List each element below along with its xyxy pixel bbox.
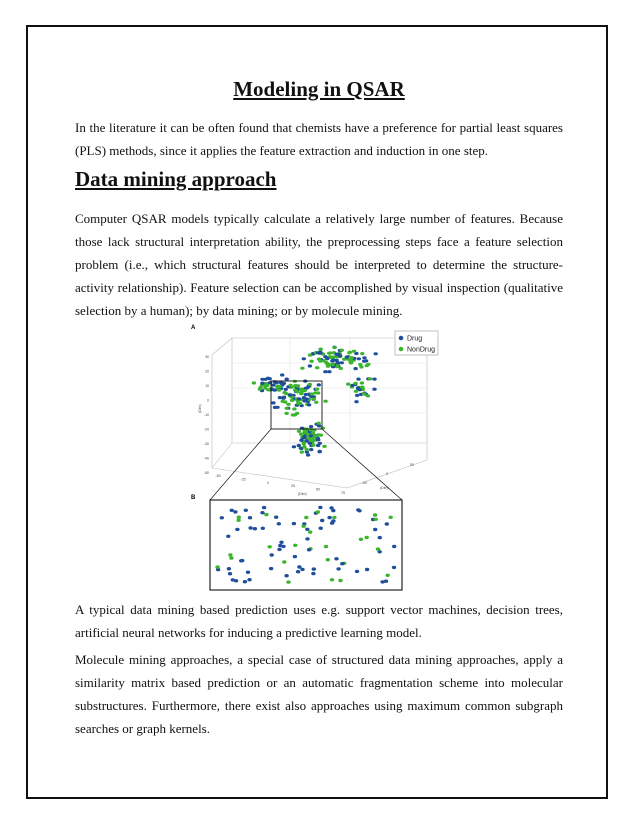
data-point [220, 516, 224, 519]
data-point [253, 527, 257, 530]
data-point [332, 359, 336, 362]
data-point [284, 412, 288, 415]
data-point [309, 425, 313, 428]
data-point [277, 522, 281, 525]
section-heading: Data mining approach [75, 167, 277, 191]
data-point [334, 557, 338, 560]
data-point [306, 433, 310, 436]
data-point [226, 535, 230, 538]
data-point [315, 366, 319, 369]
data-point [362, 356, 366, 359]
data-point [317, 424, 321, 427]
data-point [284, 388, 288, 391]
data-point [297, 430, 301, 433]
data-point [359, 365, 363, 368]
data-point [313, 391, 317, 394]
data-point [285, 407, 289, 410]
data-point [358, 388, 362, 391]
y-tick-labels [204, 355, 209, 475]
data-point [315, 388, 319, 391]
data-point [305, 439, 309, 442]
data-point [365, 536, 369, 539]
data-point [380, 580, 384, 583]
data-point [338, 579, 342, 582]
data-point [308, 530, 312, 533]
data-point [299, 392, 303, 395]
data-point [229, 556, 233, 559]
data-point [227, 567, 231, 570]
data-point [304, 516, 308, 519]
data-point [295, 390, 299, 393]
data-point [284, 574, 288, 577]
data-point [317, 358, 321, 361]
data-point [280, 373, 284, 376]
data-point [352, 350, 356, 353]
data-point [302, 445, 306, 448]
legend-nondrug-marker [399, 347, 404, 352]
data-point [355, 570, 359, 573]
data-point [278, 396, 282, 399]
y-tick: -40 [203, 456, 209, 461]
data-point [279, 541, 283, 544]
z-tick-labels [362, 463, 414, 485]
zoom-connector-left [210, 429, 271, 500]
data-point [273, 406, 277, 409]
data-point [297, 397, 301, 400]
data-point [281, 545, 285, 548]
data-point [307, 548, 311, 551]
intro-paragraph: In the literature it can be often found that chemists have a preference for partial least squares (PLS) methods, since it applies the feature extraction and induction in one step. [75, 120, 563, 158]
z-tick: 0 [386, 472, 388, 476]
data-point [261, 527, 265, 530]
data-point [331, 519, 335, 522]
x-tick: -25 [240, 477, 246, 482]
data-point [374, 518, 378, 521]
data-point [299, 433, 303, 436]
data-point [297, 444, 301, 447]
data-point [234, 579, 238, 582]
data-point [305, 386, 309, 389]
data-point [366, 394, 370, 397]
data-point [311, 572, 315, 575]
data-point [260, 378, 264, 381]
data-point [277, 389, 281, 392]
data-point [282, 396, 286, 399]
data-point [392, 566, 396, 569]
data-point [311, 432, 315, 435]
data-point [300, 451, 304, 454]
data-point [348, 351, 352, 354]
data-point [290, 399, 294, 402]
data-point [230, 509, 234, 512]
data-point [357, 357, 361, 360]
z-tick: 50 [410, 463, 414, 467]
data-point [359, 538, 363, 541]
data-point [262, 506, 266, 509]
data-point [243, 580, 247, 583]
data-point [293, 555, 297, 558]
zoom-panel [210, 500, 402, 590]
data-point [308, 354, 312, 357]
data-point [364, 359, 368, 362]
data-point [296, 384, 300, 387]
data-point [314, 401, 318, 404]
data-point [353, 367, 357, 370]
data-point [305, 528, 309, 531]
data-point [354, 390, 358, 393]
data-point [353, 382, 357, 385]
data-point [288, 393, 292, 396]
data-point [302, 436, 306, 439]
data-point [288, 384, 292, 387]
data-point [372, 388, 376, 391]
data-point [327, 370, 331, 373]
data-point [303, 389, 307, 392]
data-point [360, 381, 364, 384]
data-point [316, 510, 320, 513]
data-point [305, 537, 309, 540]
data-point [292, 445, 296, 448]
data-point [355, 394, 359, 397]
data-point [373, 513, 377, 516]
data-point [365, 364, 369, 367]
z-axis-label: (Dim) [380, 486, 389, 490]
data-mining-paragraph: Computer QSAR models typically calculate a relatively large number of features. Because those lack structural interpretation ability, the preprocessing steps face a feature selection problem (i.e., which structural features should be interpreted to determine the structure-activity relationship). Feature selection can be accomplished by visual inspection (qualitative selection by a human); by data mining; or by molecule mining. [75, 211, 563, 318]
data-point [318, 351, 322, 354]
panel-b-label: B [191, 495, 196, 501]
data-point [329, 506, 333, 509]
data-point [286, 580, 290, 583]
data-point [323, 370, 327, 373]
legend-nondrug-label: NonDrug [407, 346, 436, 354]
data-point [252, 381, 256, 384]
data-point [270, 553, 274, 556]
data-point [271, 384, 275, 387]
data-point [326, 365, 330, 368]
panel-a-label: A [191, 325, 196, 331]
x-tick: 50 [316, 487, 320, 492]
data-point [336, 567, 340, 570]
data-point [309, 360, 313, 363]
data-point [266, 388, 270, 391]
data-point [316, 422, 320, 425]
data-point [274, 516, 278, 519]
data-point [233, 510, 237, 513]
data-point [322, 445, 326, 448]
data-point [360, 386, 364, 389]
data-point [293, 544, 297, 547]
data-point [349, 360, 353, 363]
data-point [285, 378, 289, 381]
data-point [318, 506, 322, 509]
data-point [228, 553, 232, 556]
x-tick: -50 [215, 474, 221, 478]
data-point [326, 558, 330, 561]
y-tick: -30 [203, 442, 209, 446]
data-point [307, 403, 311, 406]
data-point [302, 357, 306, 360]
data-point [268, 545, 272, 548]
data-point [320, 519, 324, 522]
data-point [327, 516, 331, 519]
data-point [286, 403, 290, 406]
data-point [302, 525, 306, 528]
data-point [268, 377, 272, 380]
data-point [302, 396, 306, 399]
data-point [332, 346, 336, 349]
data-point [340, 361, 344, 364]
data-point [264, 513, 268, 516]
data-point [330, 578, 334, 581]
x-tick: 75 [341, 491, 345, 495]
data-point [235, 528, 239, 531]
data-point [386, 574, 390, 577]
x-tick-labels [215, 474, 345, 495]
data-point [368, 377, 372, 380]
x-axis-label: (Dim) [298, 492, 307, 496]
y-tick: 10 [205, 384, 209, 388]
data-point [338, 354, 342, 357]
data-point [323, 400, 327, 403]
data-point [360, 352, 364, 355]
data-point [324, 361, 328, 364]
scatter-figure [190, 318, 440, 593]
y-tick: 0 [207, 398, 209, 403]
data-point [372, 378, 376, 381]
data-point [260, 511, 264, 514]
data-point [281, 400, 285, 403]
data-point [295, 412, 299, 415]
data-point [296, 570, 300, 573]
legend-drug-label: Drug [407, 335, 423, 343]
data-point [317, 383, 321, 386]
data-point [269, 567, 273, 570]
data-point [385, 522, 389, 525]
data-point [365, 568, 369, 571]
data-point [277, 385, 281, 388]
legend [395, 331, 438, 355]
x-tick: 0 [267, 480, 269, 485]
page-title: Modeling in QSAR [233, 77, 405, 101]
data-point [340, 349, 344, 352]
data-point [260, 382, 264, 385]
data-point [306, 453, 310, 456]
data-point [376, 547, 380, 550]
data-point [236, 519, 240, 522]
data-point [248, 516, 252, 519]
data-point [309, 448, 313, 451]
data-point [350, 356, 354, 359]
data-point [271, 401, 275, 404]
data-point [354, 400, 358, 403]
y-tick: 30 [205, 355, 209, 359]
data-point [389, 516, 393, 519]
data-point [308, 442, 312, 445]
data-point [248, 526, 252, 529]
y-tick: -50 [203, 471, 209, 475]
data-point [247, 578, 251, 581]
data-point [297, 565, 301, 568]
data-point [331, 355, 335, 358]
data-point [312, 567, 316, 570]
data-point [308, 383, 312, 386]
data-point [304, 448, 308, 451]
molecule-mining-paragraph: Molecule mining approaches, a special case of structured data mining approaches, apply a similarity matrix based prediction or an automatic fragmentation scheme into molecular substructures. Furthermore, there exist also approaches using maximum common subgraph searches or graph kernels. [75, 652, 563, 736]
data-point [244, 509, 248, 512]
data-point [282, 560, 286, 563]
data-point [346, 383, 350, 386]
y-tick: -10 [203, 413, 209, 417]
data-point [239, 559, 243, 562]
data-point [324, 545, 328, 548]
data-point [237, 516, 241, 519]
data-point [378, 536, 382, 539]
data-point [357, 509, 361, 512]
data-point [215, 565, 219, 568]
data-point [319, 348, 323, 351]
data-point [258, 388, 262, 391]
data-point [362, 392, 366, 395]
data-point [392, 545, 396, 548]
data-point [332, 516, 336, 519]
data-point [318, 442, 322, 445]
data-point [319, 527, 323, 530]
data-point [292, 407, 296, 410]
zoom-connector-right [322, 429, 402, 500]
data-point [246, 571, 250, 574]
data-point [277, 548, 281, 551]
data-point [296, 402, 300, 405]
data-point [345, 356, 349, 359]
data-point [292, 522, 296, 525]
z-tick: -50 [362, 481, 368, 485]
data-point [323, 355, 327, 358]
svm-paragraph: A typical data mining based prediction uses e.g. support vector machines, decision trees, artificial neural networks for inducing a predictive learning model. [75, 602, 563, 640]
data-point [309, 439, 313, 442]
data-point [356, 378, 360, 381]
data-point [340, 562, 344, 565]
data-point [228, 572, 232, 575]
y-axis-label: (Dim) [198, 404, 202, 413]
data-point [336, 361, 340, 364]
x-tick: 25 [291, 484, 295, 489]
data-point [308, 364, 312, 367]
data-point [373, 528, 377, 531]
data-point [291, 413, 295, 416]
data-point [331, 363, 335, 366]
data-point [313, 434, 317, 437]
y-tick: 20 [205, 369, 209, 374]
legend-drug-marker [399, 336, 404, 341]
data-point [318, 450, 322, 453]
data-point [302, 399, 306, 402]
y-tick: -20 [203, 427, 209, 432]
panel-b-points [215, 506, 396, 584]
data-point [300, 367, 304, 370]
data-point [300, 568, 304, 571]
data-point [374, 352, 378, 355]
